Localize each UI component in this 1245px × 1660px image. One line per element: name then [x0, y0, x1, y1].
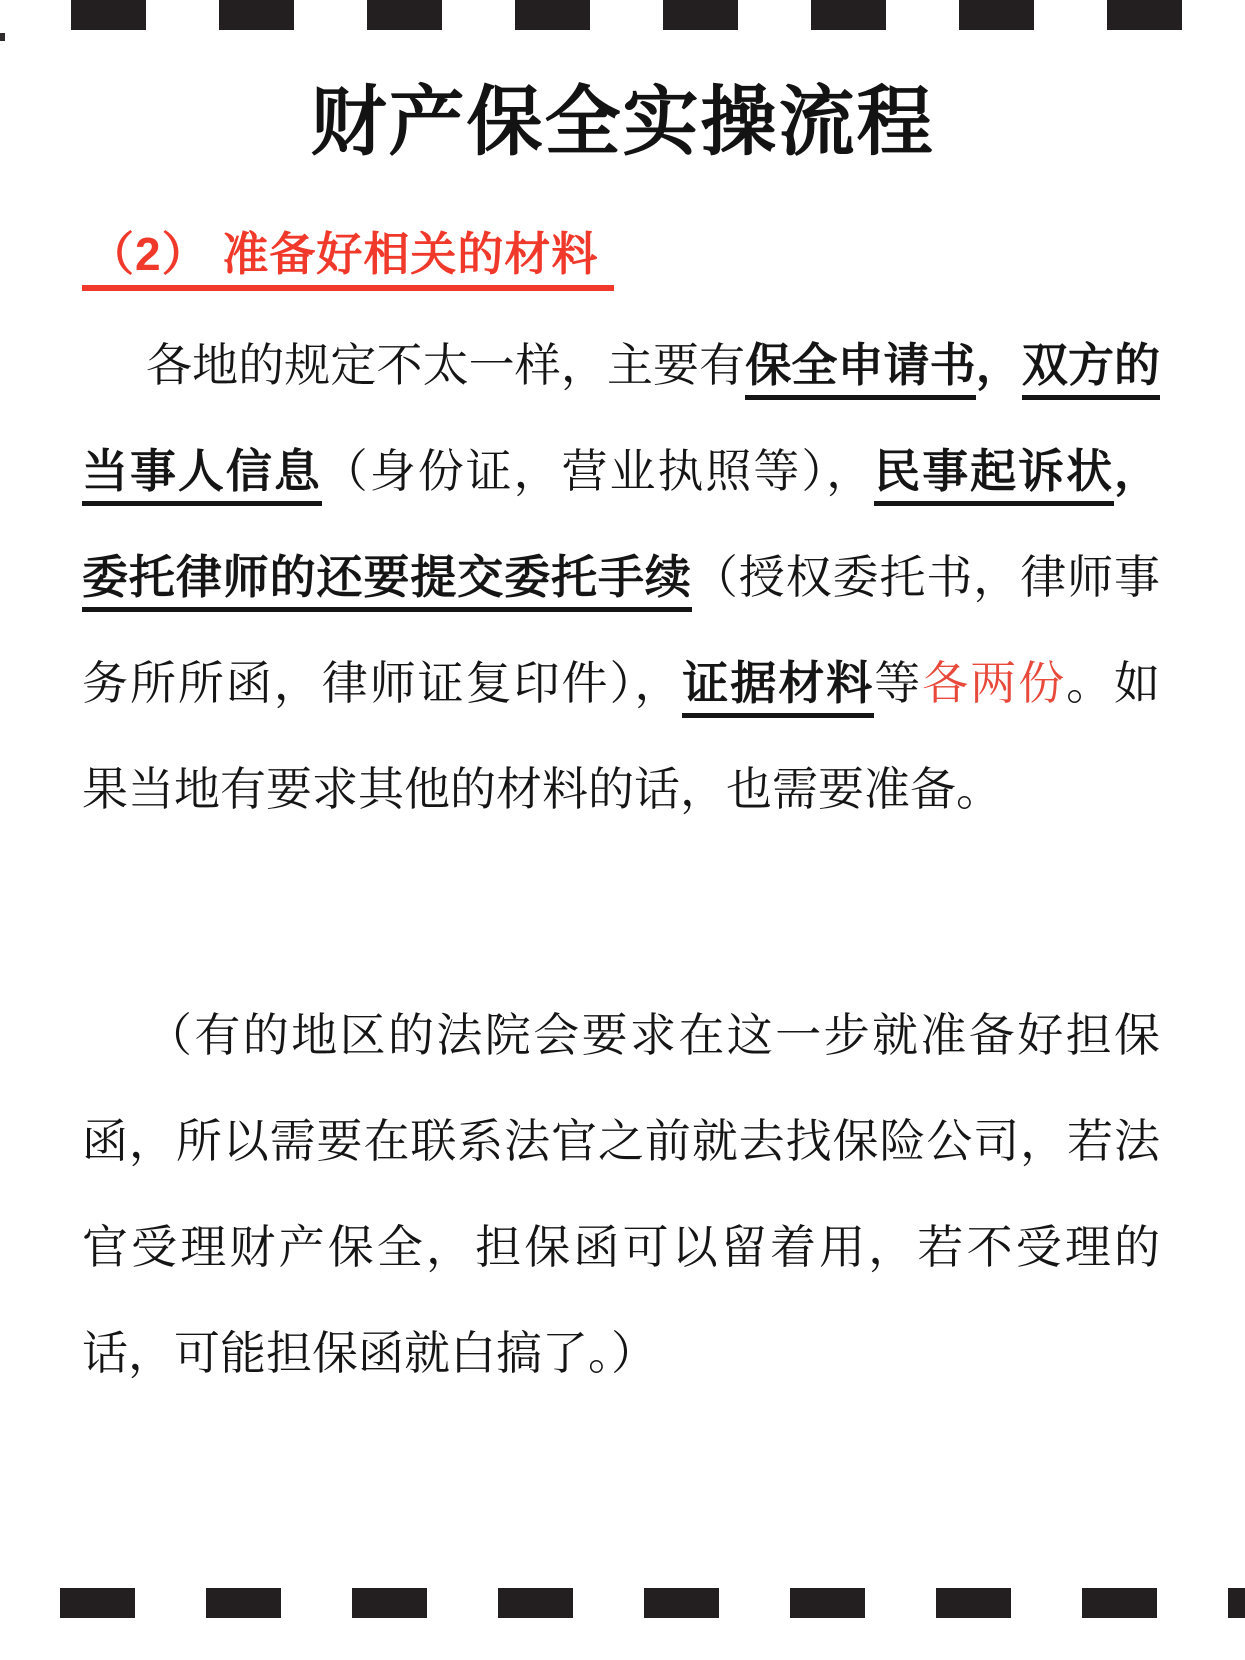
paragraph-note — [82, 982, 1160, 1406]
border-dash — [1082, 1588, 1157, 1618]
text-segment-bu: 保全申请书 — [745, 339, 975, 400]
text-segment-n: 官受理财产保全，担保函可以留着用，若不受理的 — [82, 1221, 1160, 1273]
text-segment-n: 果当地有要求其他的材料的话，也需要准备。 — [82, 763, 1002, 815]
text-segment-n: 务所所函，律师证复印件）， — [82, 657, 683, 709]
border-dash — [515, 0, 590, 30]
border-dash — [936, 1588, 1011, 1618]
border-dash — [644, 1588, 719, 1618]
text-segment-n: 函，所以需要在联系法官之前就去找保险公司，若法 — [82, 1115, 1160, 1167]
border-dash — [352, 1588, 427, 1618]
text-segment-b: ， — [1114, 445, 1161, 497]
paragraph-materials — [82, 312, 1160, 842]
bottom-border — [60, 1588, 1245, 1618]
text-line — [82, 1300, 1160, 1406]
border-dash — [206, 1588, 281, 1618]
text-line — [82, 736, 1160, 842]
border-dash — [71, 0, 146, 30]
border-dash — [498, 1588, 573, 1618]
top-border — [71, 0, 1182, 30]
text-segment-bu: 当事人信息 — [82, 445, 322, 506]
border-dash — [790, 1588, 865, 1618]
section-heading: （2） 准备好相关的材料 — [82, 226, 614, 291]
text-segment-n: 各地的规定不太一样，主要有 — [146, 339, 746, 391]
text-segment-n: （身份证，营业执照等）， — [321, 445, 875, 497]
text-segment-n: （有的地区的法院会要求在这一步就准备好担保 — [146, 1009, 1160, 1061]
border-dash — [1107, 0, 1182, 30]
text-segment-bu: 双方的 — [1022, 339, 1160, 400]
border-dash — [367, 0, 442, 30]
border-dash — [219, 0, 294, 30]
text-segment-bu: 证据材料 — [682, 657, 874, 718]
ink-speck — [0, 33, 5, 41]
text-segment-red: 各两份 — [922, 657, 1067, 709]
text-segment-bu: 委托律师的还要提交委托手续 — [82, 551, 692, 612]
border-dash — [663, 0, 738, 30]
text-segment-n: 等 — [874, 657, 923, 709]
text-line — [82, 630, 1160, 736]
text-line — [82, 524, 1160, 630]
border-dash — [1228, 1588, 1245, 1618]
text-line — [82, 1088, 1160, 1194]
text-segment-n: 。如 — [1066, 657, 1161, 709]
page-title: 财产保全实操流程 — [310, 80, 935, 165]
text-line — [82, 312, 1160, 418]
border-dash — [60, 1588, 135, 1618]
text-segment-n: （授权委托书，律师事 — [691, 551, 1161, 603]
border-dash — [959, 0, 1034, 30]
text-segment-b: ， — [975, 339, 1022, 391]
text-line — [82, 982, 1160, 1088]
text-segment-n: 话，可能担保函就白搞了。） — [82, 1327, 657, 1379]
border-dash — [811, 0, 886, 30]
text-line — [82, 418, 1160, 524]
text-segment-bu: 民事起诉状 — [874, 445, 1114, 506]
text-line — [82, 1194, 1160, 1300]
